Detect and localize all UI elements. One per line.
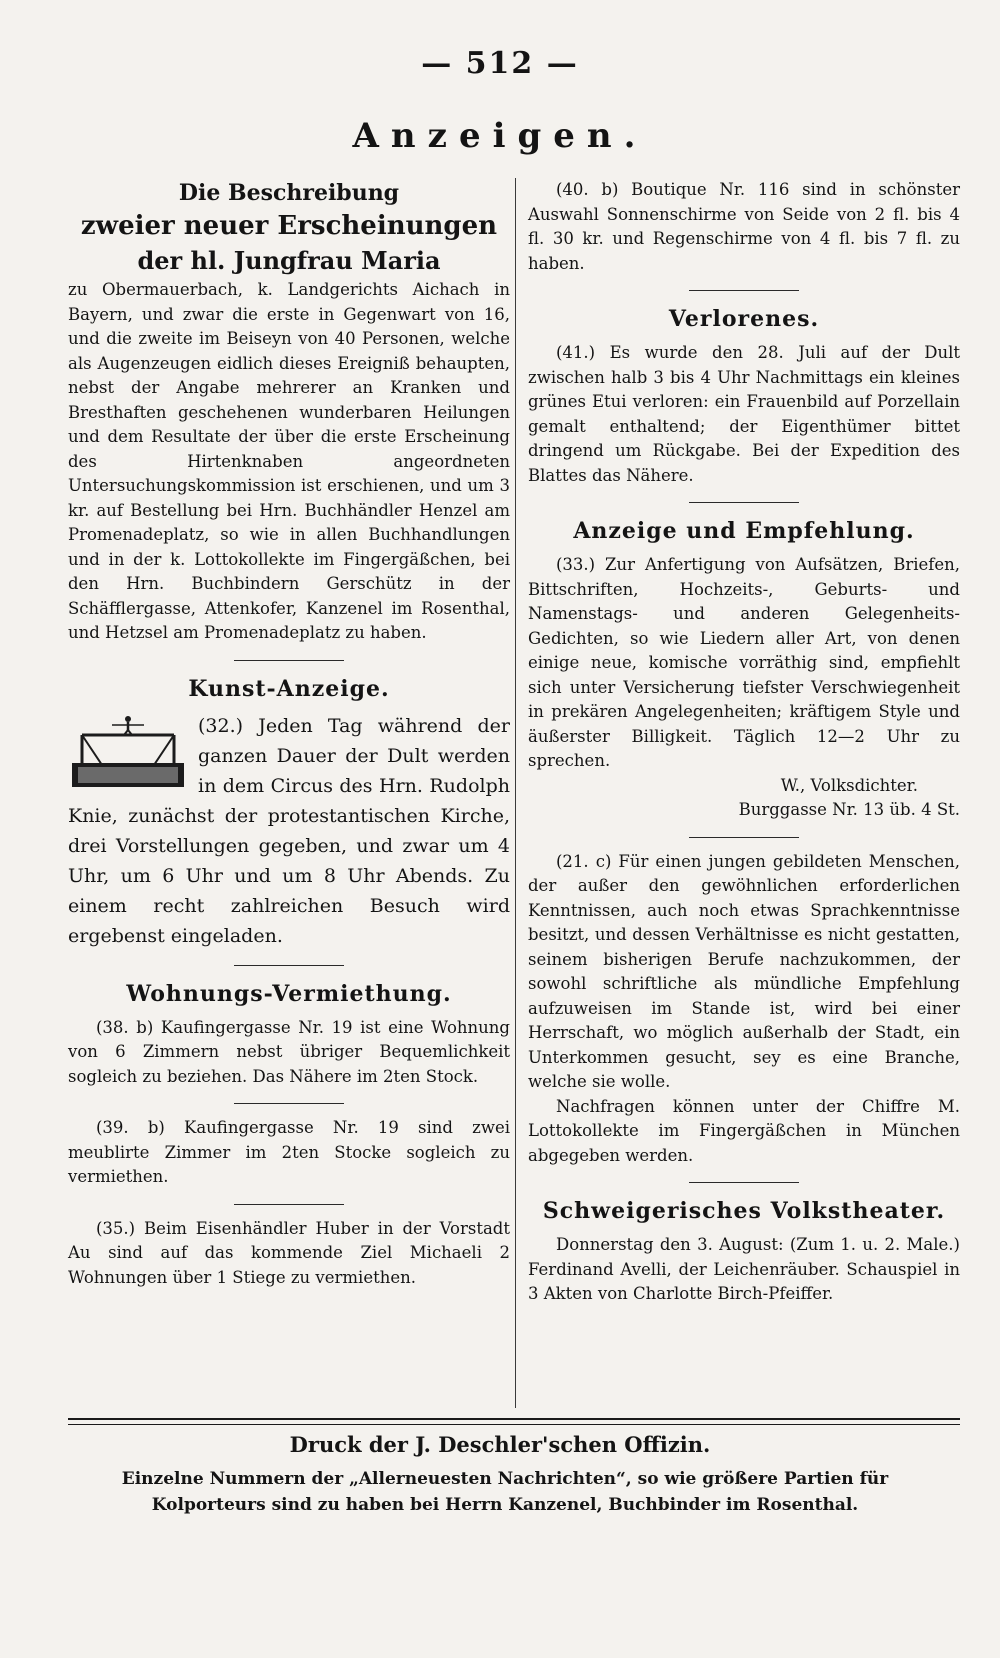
printer-imprint: Druck der J. Deschler'schen Offizin.	[289, 1432, 711, 1457]
ad-body: (21. c) Für einen jungen gebildeten Menschen, der außer den gewöhnlichen erforderlichen Kenntnissen, auch noch etwas Sprachkenntnisse besitzt, und dessen Verhältnisse es nicht gestatten, seinem bisherigen Berufe nachzukommen, der sowohl schriftliche als mündliche Empfehlung aufzuweisen im Stande ist, wird bei einer Herrschaft, wo möglich außerhalb der Stadt, ein Unterkommen gesucht, sey es eine Branche, welche sie wolle.	[528, 851, 960, 1091]
ad-address: Burggasse Nr. 13 üb. 4 St.	[738, 800, 960, 819]
section-title-kunst: Kunst-Anzeige.	[188, 675, 390, 702]
right-column	[528, 178, 960, 1307]
ad-heading-2: zweier neuer Erscheinungen	[80, 211, 498, 241]
ad-signature: W., Volksdichter.	[780, 775, 918, 795]
ad-lost-item	[528, 303, 960, 488]
separator	[689, 1182, 799, 1183]
column-divider	[515, 178, 516, 1408]
ad-position-wanted	[528, 850, 960, 1169]
footer-note: Einzelne Nummern der „Allerneuesten Nachrichten“, so wie größere Partien für Kolporteurs sind zu haben bei Herrn Kanzenel, Buchbinder im Rosenthal.	[121, 1469, 889, 1515]
apartment-item: (39. b) Kaufingergasse Nr. 19 sind zwei meublirte Zimmer im 2ten Stocke sogleich zu vermiethen.	[68, 1118, 510, 1186]
footer-rule	[68, 1424, 960, 1425]
apartment-item: (35.) Beim Eisenhändler Huber in der Vorstadt Au sind auf das kommende Ziel Michaeli 2 Wohnungen über 1 Stiege zu vermiethen.	[68, 1218, 510, 1287]
section-title-verlorenes: Verlorenes.	[668, 306, 820, 332]
ad-body: (32.) Jeden Tag während der ganzen Dauer der Dult werden in dem Circus des Hrn. Rudolph Knie, zunächst der protestantischen Kirche, drei Vorstellungen gegeben, und zwar um 4 Uhr, um 6 Uhr und um 8 Uhr Abends. Zu einem recht zahlreichen Besuch wird ergebenst eingeladen.	[68, 714, 510, 947]
separator	[234, 660, 344, 661]
ad-apartments	[68, 978, 510, 1291]
separator	[689, 837, 799, 838]
separator	[234, 965, 344, 966]
ad-body: Donnerstag den 3. August: (Zum 1. u. 2. Male.) Ferdinand Avelli, der Leichenräuber. Schauspiel in 3 Akten von Charlotte Birch-Pfeiffer.	[528, 1235, 960, 1303]
ad-theater	[528, 1195, 960, 1307]
footer-rule	[68, 1418, 960, 1420]
left-column	[68, 178, 510, 1290]
ad-poet	[528, 515, 960, 823]
page-number: — 512 —	[421, 46, 579, 81]
ad-umbrellas: (40. b) Boutique Nr. 116 sind in schönster Auswahl Sonnenschirme von Seide von 2 fl. bis 4 fl. 30 kr. und Regenschirme von 4 fl. bis 7 fl. zu haben.	[528, 180, 960, 273]
separator	[234, 1103, 344, 1104]
section-title-wohnung: Wohnungs-Vermiethung.	[126, 980, 452, 1007]
separator	[689, 502, 799, 503]
tightrope-walker-icon	[68, 715, 188, 793]
section-title-empfehlung: Anzeige und Empfehlung.	[573, 518, 915, 544]
ad-heading-1: Die Beschreibung	[178, 180, 400, 206]
separator	[689, 290, 799, 291]
section-title-theater: Schweigerisches Volkstheater.	[542, 1198, 946, 1224]
ad-heading-3: der hl. Jungfrau Maria	[137, 246, 441, 275]
apartment-item: (38. b) Kaufingergasse Nr. 19 ist eine Wohnung von 6 Zimmern nebst übriger Bequemlichkeit sogleich zu beziehen. Das Nähere im 2ten Stock.	[68, 1017, 510, 1086]
ad-apparition-book	[68, 178, 510, 646]
ad-body: (41.) Es wurde den 28. Juli auf der Dult zwischen halb 3 bis 4 Uhr Nachmittags ein kleines grünes Etui verloren: ein Frauenbild auf Porzellain gemalt enthaltend; der Eigenthümer bittet dringend um Rückgabe. Bei der Expedition des Blattes das Nähere.	[528, 343, 960, 485]
ad-circus	[68, 673, 510, 951]
ad-body: (33.) Zur Anfertigung von Aufsätzen, Briefen, Bittschriften, Hochzeits-, Geburts- und Namenstags- und anderen Gelegenheits-Gedichten, so wie Liedern aller Art, von denen einige neue, komische vorräthig sind, empfiehlt sich unter Versicherung tiefster Verschwiegenheit in prekären Angelegenheiten; kräftigem Style und äußerster Billigkeit. Täglich 12—2 Uhr zu sprechen.	[528, 555, 960, 770]
page-title: Anzeigen.	[352, 116, 648, 156]
ad-body: zu Obermauerbach, k. Landgerichts Aichach in Bayern, und zwar die erste in Gegenwart von 16, und die zweite im Beiseyn von 40 Personen, welche als Augenzeugen eidlich dieses Ereigniß behaupten, nebst der Angabe mehrerer an Kranken und Bresthaften geschehenen wunderbaren Heilungen und dem Resultate der über die erste Erscheinung des Hirtenknaben angeordneten Untersuchungskommission ist erschienen, und um 3 kr. auf Bestellung bei Hrn. Buchhändler Henzel am Promenadeplatz, so wie in allen Buchhandlungen und in der k. Lottokollekte im Fingergäßchen, bei den Hrn. Buchbindern Gerschütz in der Schäfflergasse, Attenkofer, Kanzenel im Rosenthal, und Hetzsel am Promenadeplatz zu haben.	[68, 280, 510, 642]
separator	[234, 1204, 344, 1205]
ad-body-contact: Nachfragen können unter der Chiffre M. Lottokollekte im Fingergäßchen in München abgegeben werden.	[528, 1096, 960, 1165]
